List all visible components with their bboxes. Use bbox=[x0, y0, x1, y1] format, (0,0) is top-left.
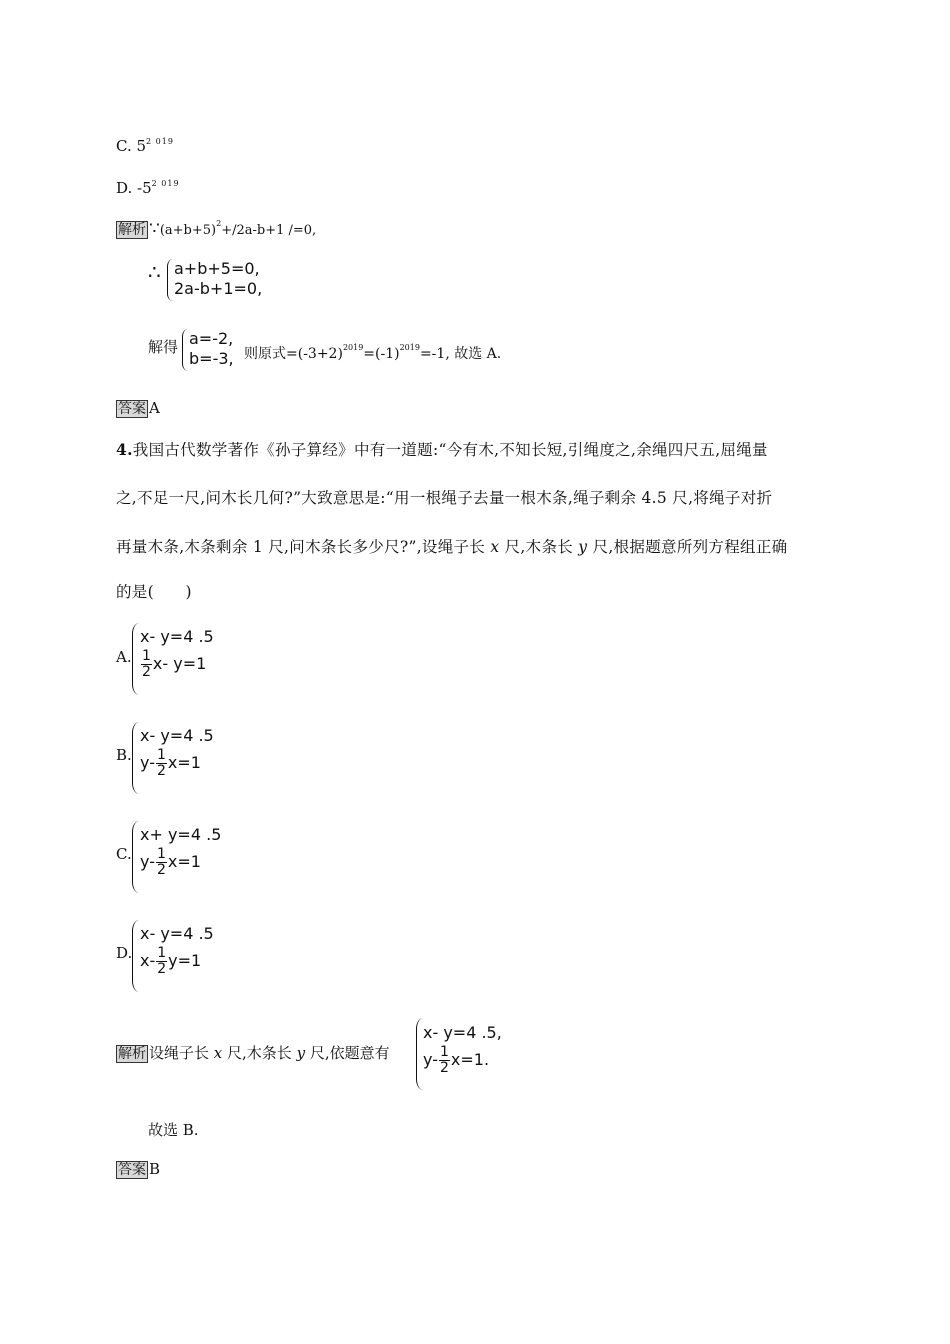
option-d-line-2-post: y=1 bbox=[168, 951, 202, 970]
option-b-line-2-post: x=1 bbox=[167, 753, 201, 772]
q3-answer-line bbox=[116, 399, 160, 418]
numerator: 1 bbox=[142, 648, 151, 664]
q4-stem-line-3 bbox=[116, 538, 787, 556]
numerator: 1 bbox=[156, 846, 166, 862]
analysis-text: 尺,依题意有 bbox=[305, 1044, 390, 1062]
option-d bbox=[116, 175, 180, 197]
because-symbol: ∵ bbox=[149, 219, 160, 239]
analysis-text: 尺,木条长 bbox=[222, 1044, 297, 1062]
result-line bbox=[244, 339, 501, 363]
analysis-text: 设绳子长 bbox=[149, 1044, 214, 1062]
option-a-label: A. bbox=[116, 648, 132, 666]
option-c-system bbox=[140, 825, 221, 878]
fraction bbox=[156, 748, 167, 779]
q4-stem-line-1 bbox=[116, 441, 768, 459]
option-a-line-2-rest: x- y=1 bbox=[152, 654, 207, 673]
stem-text: 再量木条,木条剩余 1 尺,问木条长多少尺?”,设绳子长 bbox=[116, 538, 491, 556]
option-a-line-1: x- y=4 .5 bbox=[140, 627, 214, 646]
system-2-line-1: a=-2, bbox=[189, 329, 234, 348]
var-y: y bbox=[296, 1044, 306, 1062]
stem-text: 我国古代数学著作《孙子算经》中有一道题:“今有木,不知长短,引绳度之,余绳四尺五,屈绳量 bbox=[132, 441, 768, 459]
option-d-line-2-pre: x- bbox=[140, 951, 156, 970]
analysis-tag: 解析 bbox=[118, 1046, 146, 1062]
option-b-system bbox=[140, 726, 214, 779]
analysis-system-line-2-pre: y- bbox=[423, 1050, 438, 1069]
stem-text: 尺,木条长 bbox=[499, 538, 579, 556]
var-x: x bbox=[213, 1044, 223, 1062]
option-d-line-2 bbox=[140, 946, 214, 977]
system-brace bbox=[416, 1018, 423, 1090]
option-c-exponent: 2 019 bbox=[146, 137, 174, 146]
option-b-label: B. bbox=[116, 746, 132, 764]
option-c-label: C. 5 bbox=[116, 137, 147, 155]
numerator: 1 bbox=[439, 1044, 449, 1060]
option-b-line-2-pre: y- bbox=[140, 753, 155, 772]
analysis-expr-exp: 2 bbox=[216, 219, 222, 228]
var-x: x bbox=[490, 538, 500, 556]
var-y: y bbox=[578, 538, 588, 556]
system-brace bbox=[182, 329, 188, 371]
therefore-symbol: ∴ bbox=[148, 260, 161, 284]
answer-tag: 答案 bbox=[118, 1162, 146, 1178]
system-brace bbox=[132, 722, 139, 794]
result-exp-1: 2019 bbox=[342, 343, 364, 352]
system-brace bbox=[132, 623, 139, 695]
option-d-system bbox=[140, 924, 214, 977]
denominator: 2 bbox=[156, 862, 166, 878]
option-c-line-2-post: x=1 bbox=[167, 852, 201, 871]
answer-value: B bbox=[149, 1160, 161, 1178]
option-c-line-1: x+ y=4 .5 bbox=[140, 825, 222, 844]
q4-stem-line-2: 之,不足一尺,问木长几何?”大致意思是:“用一根绳子去量一根木条,绳子剩余 4.5 尺,将绳子对折 bbox=[116, 489, 773, 507]
system-2-line-2: b=-3, bbox=[189, 349, 234, 368]
system-2 bbox=[189, 329, 234, 369]
system-brace bbox=[132, 821, 139, 893]
q4-answer-line bbox=[116, 1160, 160, 1179]
question-number: 4. bbox=[116, 440, 133, 459]
system-1-line-1: a+b+5=0, bbox=[174, 259, 260, 278]
result-c: =-1, 故选 A. bbox=[419, 346, 502, 362]
denominator: 2 bbox=[142, 664, 151, 680]
option-d-label: D. -5 bbox=[116, 179, 152, 197]
fraction bbox=[156, 847, 167, 878]
numerator: 1 bbox=[157, 945, 167, 961]
analysis-expr-b: +/2a-b+1 /=0, bbox=[221, 223, 317, 238]
result-exp-2: 2019 bbox=[399, 343, 420, 352]
option-c-line-2-pre: y- bbox=[140, 852, 155, 871]
fraction bbox=[156, 946, 167, 977]
analysis-system-line-1: x- y=4 .5, bbox=[423, 1023, 502, 1042]
answer-value: A bbox=[149, 399, 160, 417]
analysis-expr-a: (a+b+5) bbox=[159, 223, 217, 238]
option-b-line-1: x- y=4 .5 bbox=[140, 726, 214, 745]
fraction bbox=[141, 649, 152, 680]
q3-analysis-line bbox=[116, 215, 316, 240]
system-brace bbox=[132, 920, 139, 992]
system-1 bbox=[174, 259, 262, 299]
numerator: 1 bbox=[156, 747, 166, 763]
result-a: 则原式=(-3+2) bbox=[244, 346, 343, 362]
analysis-tag: 解析 bbox=[118, 222, 146, 238]
result-b: =(-1) bbox=[363, 346, 400, 362]
denominator: 2 bbox=[156, 763, 166, 779]
fraction bbox=[439, 1045, 450, 1076]
option-d-label: D. bbox=[116, 944, 133, 962]
denominator: 2 bbox=[439, 1060, 449, 1076]
option-c-label: C. bbox=[116, 845, 132, 863]
option-d-line-1: x- y=4 .5 bbox=[140, 924, 214, 943]
denominator: 2 bbox=[157, 961, 167, 977]
option-a-line-2 bbox=[140, 649, 214, 680]
option-c-line-2 bbox=[140, 847, 221, 878]
option-a-system bbox=[140, 627, 214, 680]
system-1-line-2: 2a-b+1=0, bbox=[174, 279, 263, 298]
option-c bbox=[116, 133, 174, 155]
q4-stem-line-4: 的是( ) bbox=[116, 583, 192, 601]
solve-prefix: 解得 bbox=[148, 338, 179, 356]
analysis-system-line-2 bbox=[423, 1045, 502, 1076]
stem-text: 尺,根据题意所列方程组正确 bbox=[587, 538, 788, 556]
option-b-line-2 bbox=[140, 748, 214, 779]
system-brace bbox=[167, 259, 173, 301]
q4-analysis-line bbox=[116, 1044, 390, 1063]
analysis-system-line-2-post: x=1. bbox=[450, 1050, 490, 1069]
q4-conclusion: 故选 B. bbox=[148, 1121, 199, 1139]
answer-tag: 答案 bbox=[118, 401, 146, 417]
q4-analysis-system bbox=[423, 1023, 502, 1076]
option-d-exponent: 2 019 bbox=[151, 179, 180, 188]
